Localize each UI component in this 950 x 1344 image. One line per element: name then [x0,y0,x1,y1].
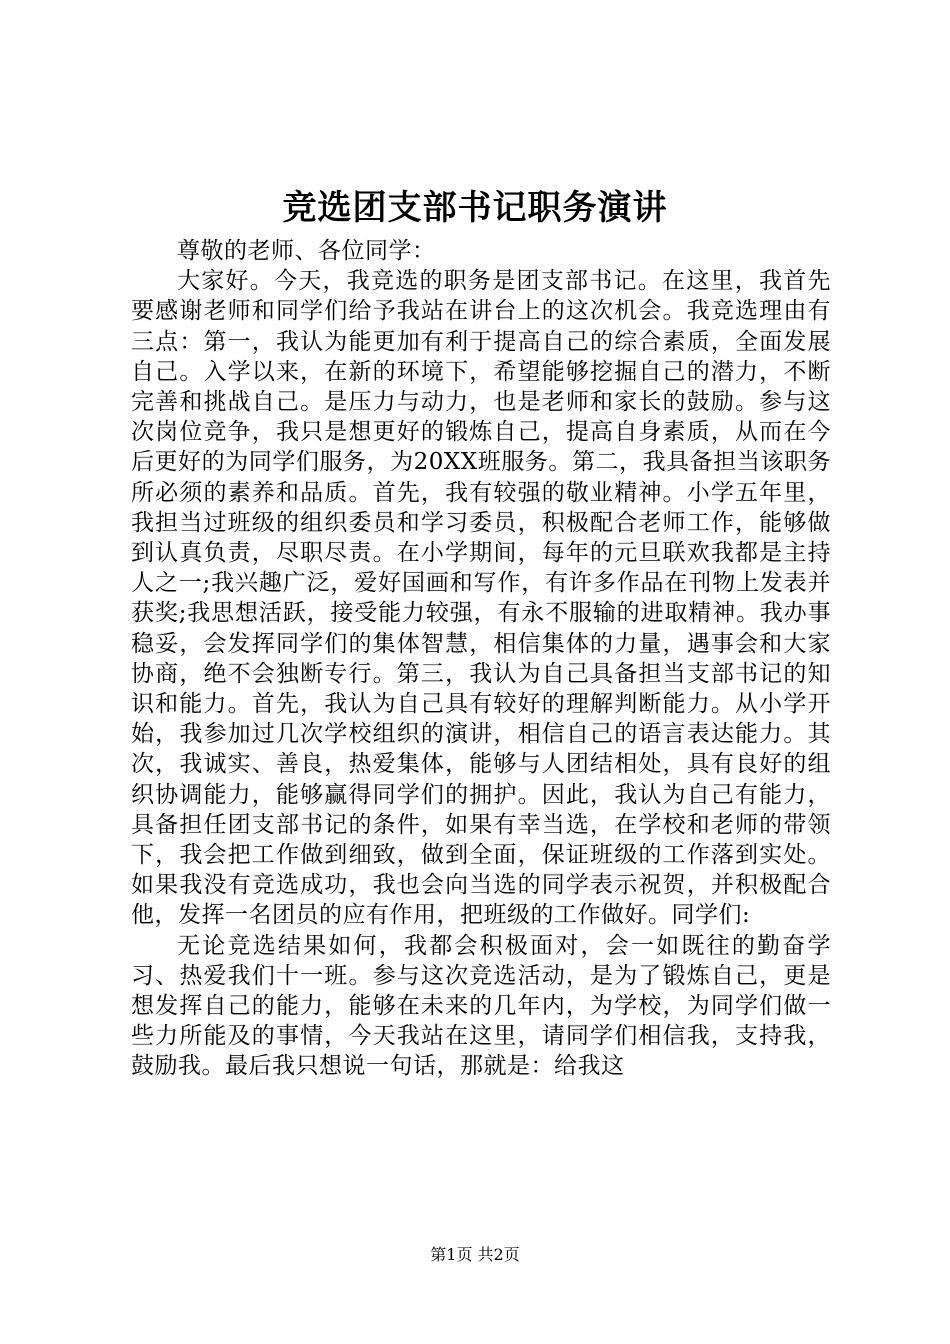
body-paragraph: 大家好。今天，我竞选的职务是团支部书记。在这里，我首先要感谢老师和同学们给予我站在讲台上的这次机会。我竞选理由有三点：第一，我认为能更加有利于提高自己的综合素质，全面发展自己。入学以来，在新的环境下，希望能够挖掘自己的潜力，不断完善和挑战自己。是压力与动力，也是老师和家长的鼓励。参与这次岗位竞争，我只是想更好的锻炼自己，提高自身素质，从而在今后更好的为同学们服务，为20XX班服务。第二，我具备担当该职务所必须的素养和品质。首先，我有较强的敬业精神。小学五年里，我担当过班级的组织委员和学习委员，积极配合老师工作，能够做到认真负责，尽职尽责。在小学期间，每年的元旦联欢我都是主持人之一;我兴趣广泛，爱好国画和写作，有许多作品在刊物上发表并获奖;我思想活跃，接受能力较强，有永不服输的进取精神。我办事稳妥，会发挥同学们的集体智慧，相信集体的力量，遇事会和大家协商，绝不会独断专行。第三，我认为自己具备担当支部书记的知识和能力。首先，我认为自己具有较好的理解判断能力。从小学开始，我参加过几次学校组织的演讲，相信自己的语言表达能力。其次，我诚实、善良，热爱集体，能够与人团结相处，具有良好的组织协调能力，能够赢得同学们的拥护。因此，我认为自己有能力，具备担任团支部书记的条件，如果有幸当选，在学校和老师的带领下，我会把工作做到细致，做到全面，保证班级的工作落到实处。如果我没有竞选成功，我也会向当选的同学表示祝贺，并积极配合他，发挥一名团员的应有作用，把班级的工作做好。同学们: [131,268,831,929]
document-title: 竞选团支部书记职务演讲 [282,188,668,228]
body-paragraph: 无论竞选结果如何，我都会积极面对，会一如既往的勤奋学习、热爱我们十一班。参与这次竞选活动，是为了锻炼自己，更是想发挥自己的能力，能够在未来的几年内，为学校，为同学们做一些力所能及的事情，今天我站在这里，请同学们相信我，支持我，鼓励我。最后我只想说一句话，那就是：给我这 [131,932,831,1080]
salutation-paragraph: 尊敬的老师、各位同学： [177,238,436,264]
document-body [131,236,831,1082]
page-number-footer: 第1页 共2页 [430,1245,520,1264]
